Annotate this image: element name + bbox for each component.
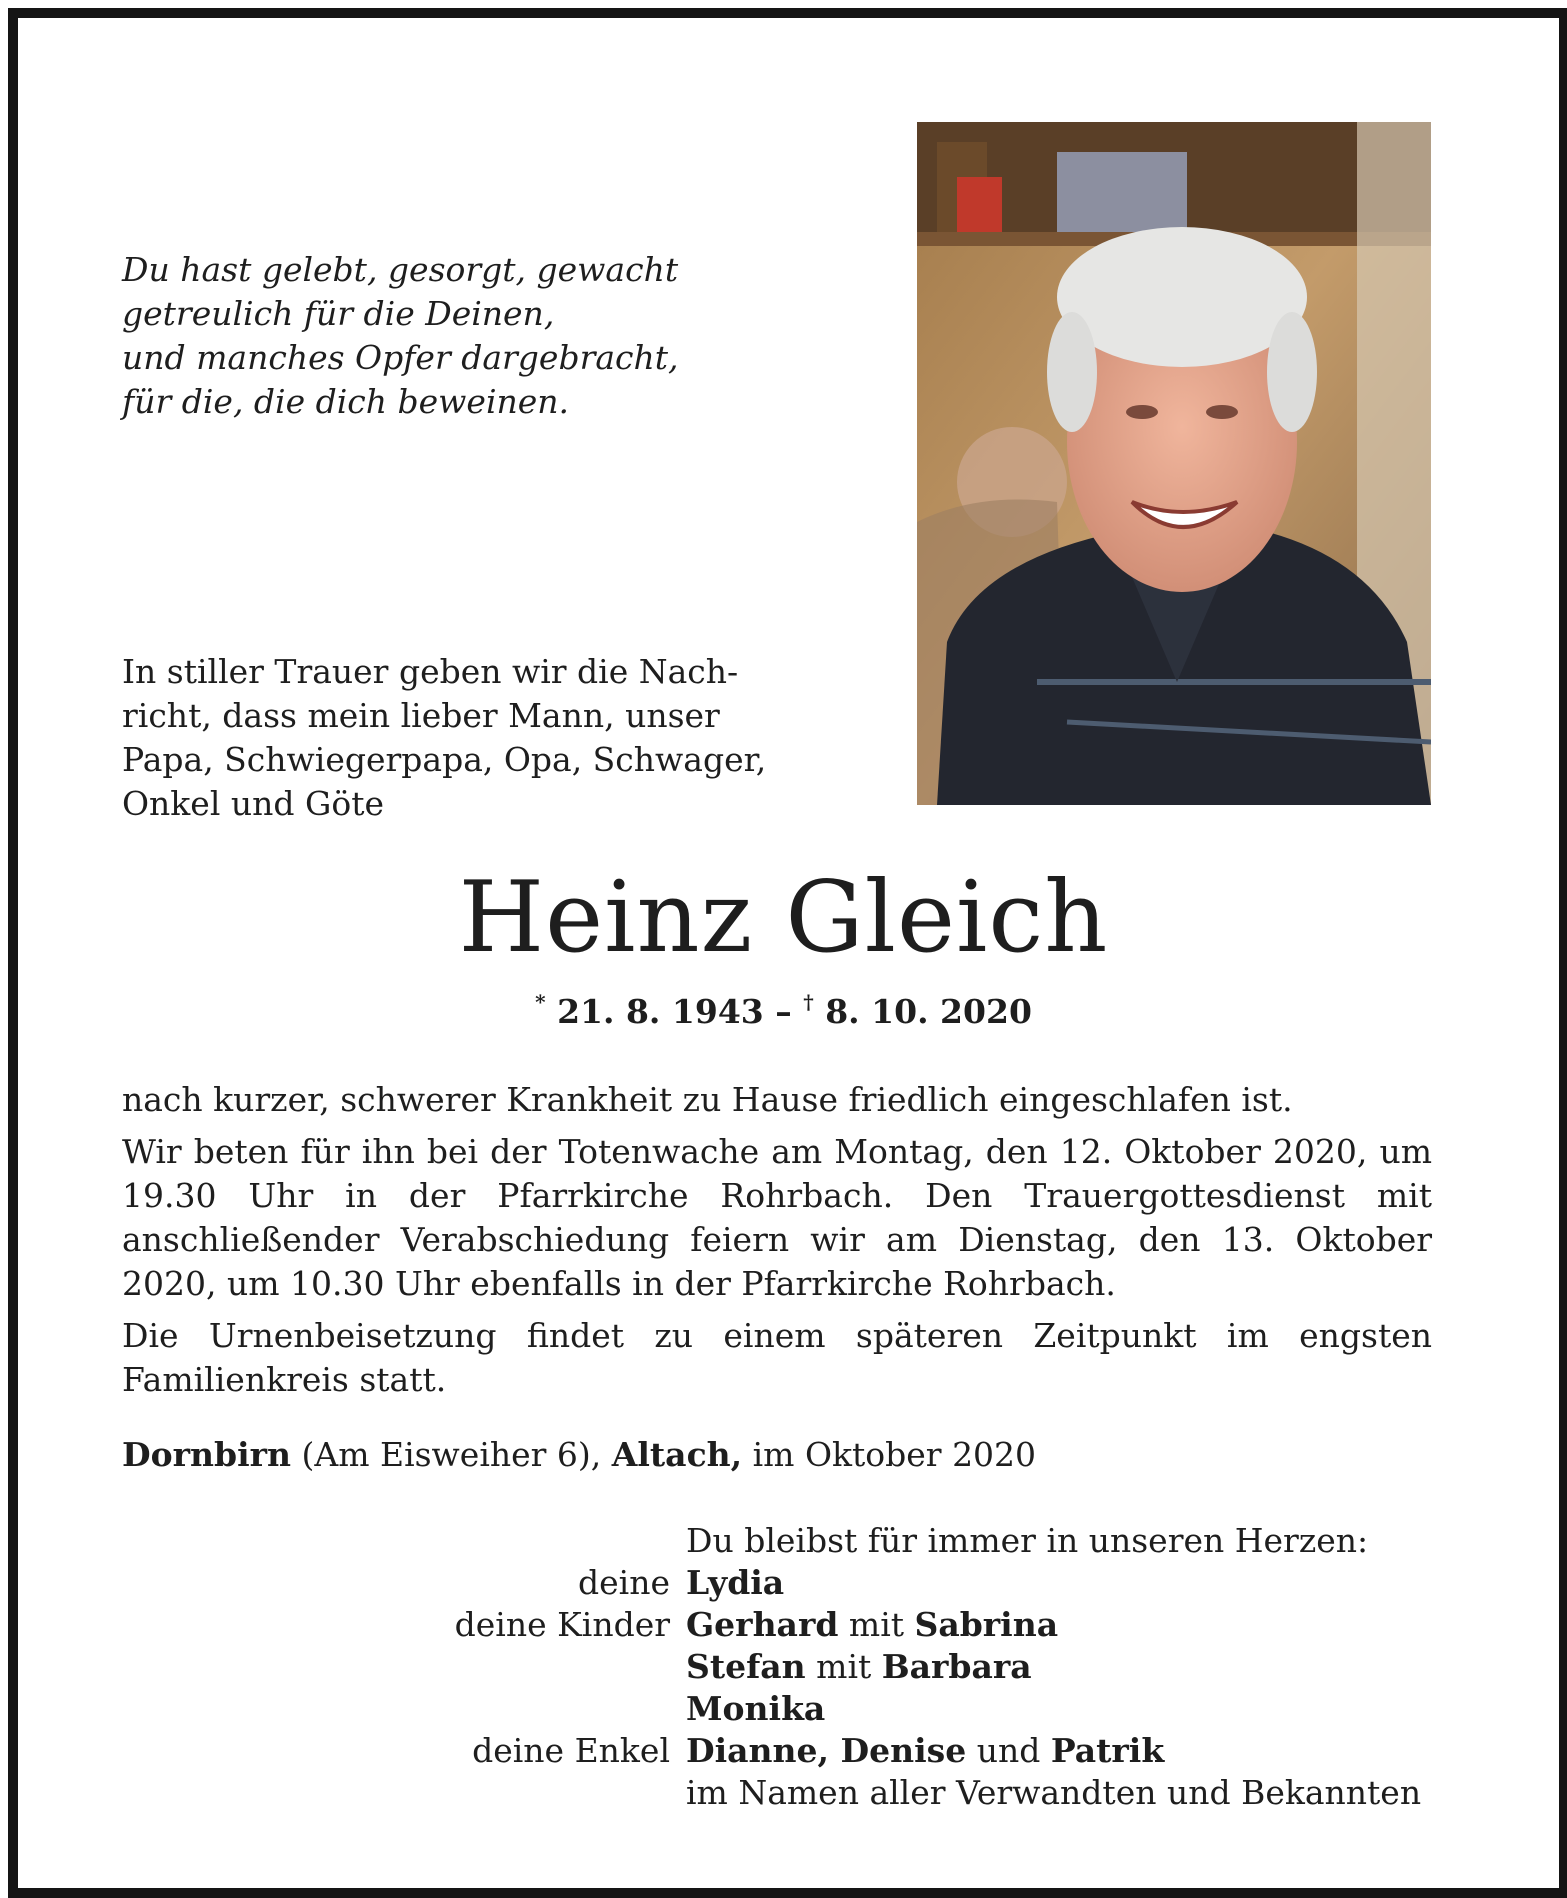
place-city-1: Dornbirn <box>122 1435 291 1474</box>
body-paragraph: Wir beten für ihn bei der Totenwache am Montag, den 12. Oktober 2020, um 19.30 Uhr in der Pfarrkirche Rohrbach. Den Trauergottesdienst mit anschließender Verabschiedung feiern wir am Dienstag, den 13. Oktober 2020, um 10.30 Uhr ebenfalls in der Pfarrkirche Rohrbach. <box>122 1132 1432 1303</box>
place-city-2: Altach, <box>611 1435 743 1474</box>
deceased-name: Heinz Gleich <box>458 861 1109 975</box>
memorial-poem: Du hast gelebt, gesorgt, gewacht getreulich für die Deinen, und manches Opfer dargebracht, für die, die dich beweinen. <box>122 250 679 421</box>
family-row-child-2 <box>0 1646 1567 1688</box>
family-member <box>686 1562 784 1604</box>
wife-name: Lydia <box>686 1563 785 1602</box>
farewell-row <box>0 1520 1567 1562</box>
place-date: im Oktober 2020 <box>742 1435 1037 1474</box>
with-text: mit <box>805 1647 882 1686</box>
grandchild-name: Patrik <box>1050 1731 1165 1770</box>
announcement-body <box>122 1078 1432 1410</box>
child-name: Stefan <box>686 1647 806 1686</box>
death-symbol: † <box>803 990 814 1014</box>
family-member <box>686 1604 1058 1646</box>
family-label: deine <box>578 1563 670 1602</box>
child-name: Monika <box>686 1689 826 1728</box>
birth-date: 21. 8. 1943 <box>557 992 764 1031</box>
family-member <box>686 1730 1164 1772</box>
farewell-text: Du bleibst für immer in unseren Herzen: <box>686 1521 1369 1560</box>
family-member <box>686 1646 1032 1688</box>
with-text: mit <box>838 1605 915 1644</box>
family-row-children <box>0 1604 1567 1646</box>
family-label: deine Kinder <box>454 1605 670 1644</box>
death-date: 8. 10. 2020 <box>825 992 1032 1031</box>
partner-name: Barbara <box>881 1647 1032 1686</box>
partner-name: Sabrina <box>914 1605 1059 1644</box>
family-row-wife <box>0 1562 1567 1604</box>
place-and-date <box>122 1433 1036 1477</box>
life-dates <box>0 990 1567 1031</box>
announcement-intro: In stiller Trauer geben wir die Nach- richt, dass mein lieber Mann, unser Papa, Schwiegerpapa, Opa, Schwager, Onkel und Göte <box>122 652 767 823</box>
birth-symbol: * <box>535 990 546 1014</box>
family-label: deine Enkel <box>472 1731 670 1770</box>
and-text: und <box>966 1731 1051 1770</box>
child-name: Gerhard <box>686 1605 839 1644</box>
family-member <box>686 1688 825 1730</box>
family-row-grandchildren <box>0 1730 1567 1772</box>
body-paragraph: nach kurzer, schwerer Krankheit zu Hause friedlich eingeschlafen ist. <box>122 1080 1293 1119</box>
closing-text: im Namen aller Verwandten und Bekannten <box>686 1773 1422 1812</box>
date-separator: – <box>775 992 804 1031</box>
portrait-photo <box>917 122 1431 805</box>
grandchildren-names: Dianne, Denise <box>686 1731 967 1770</box>
place-address: (Am Eisweiher 6), <box>291 1435 612 1474</box>
family-list <box>0 1520 1567 1814</box>
family-row-closing <box>0 1772 1567 1814</box>
body-paragraph: Die Urnenbeisetzung findet zu einem späteren Zeitpunkt im engsten Familienkreis statt. <box>122 1316 1432 1399</box>
family-row-child-3 <box>0 1688 1567 1730</box>
